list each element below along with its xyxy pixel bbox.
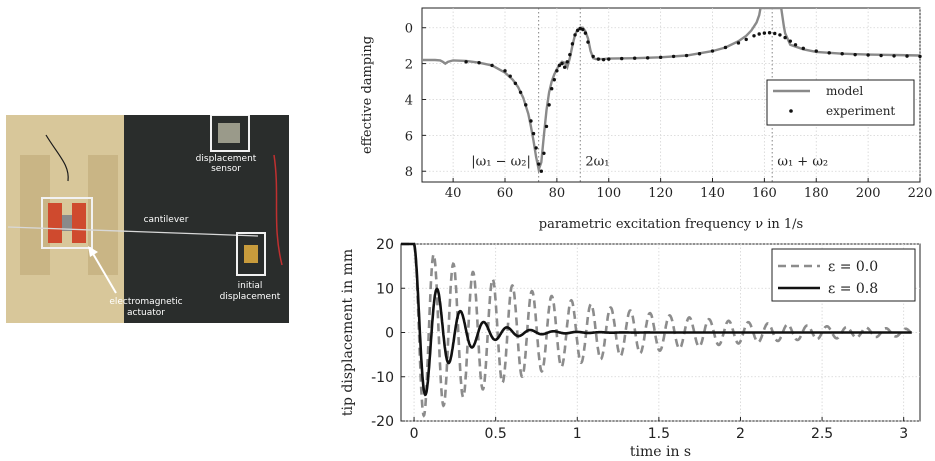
chart1-experiment-point	[542, 152, 545, 155]
label-displacement-sensor-1: displacement	[195, 154, 257, 164]
chart1-y-axis-label: effective damping	[360, 35, 375, 155]
chart1-experiment-point	[802, 47, 805, 50]
chart2-x-tick-label: 0	[409, 426, 419, 442]
chart1-experiment-point	[918, 55, 921, 58]
label-initial-displacement-2: displacement	[219, 292, 281, 302]
chart1-experiment-point	[646, 56, 649, 59]
chart2-legend-eps08-label: ε = 0.8	[828, 281, 879, 297]
chart1-x-tick-label: 80	[548, 186, 566, 201]
chart1-legend-experiment-swatch	[789, 109, 793, 113]
chart1-experiment-point	[514, 82, 517, 85]
chart1-x-tick-label: 100	[596, 186, 622, 201]
chart2-x-tick-label: 3	[899, 426, 909, 442]
chart1-experiment-point	[573, 33, 576, 36]
label-cantilever: cantilever	[143, 215, 189, 225]
chart1-experiment-point	[545, 125, 548, 128]
chart1-x-tick-label: 180	[803, 186, 829, 201]
chart1-experiment-point	[547, 103, 550, 106]
label-actuator-2: actuator	[127, 308, 165, 318]
chart1-annotation-2w1: 2ω₁	[585, 154, 610, 170]
chart1-experiment-point	[778, 33, 781, 36]
chart1-experiment-point	[508, 74, 511, 77]
chart1-experiment-point	[555, 69, 558, 72]
chart1-experiment-point	[532, 132, 535, 135]
chart2-y-tick-label: 20	[376, 237, 394, 253]
chart1-experiment-point	[602, 58, 605, 61]
chart2-x-tick-label: 2	[736, 426, 745, 442]
chart1-experiment-point	[892, 54, 895, 57]
chart1-experiment-point	[529, 119, 532, 122]
chart1-experiment-point	[568, 53, 571, 56]
chart1-experiment-point	[584, 31, 587, 34]
chart1-experiment-point	[550, 87, 553, 90]
chart1-experiment-point	[607, 57, 610, 60]
chart2-y-tick-label: 10	[376, 281, 394, 298]
chart1-experiment-point	[524, 103, 527, 106]
chart1-experiment-point	[737, 41, 740, 44]
chart1-x-tick-label: 120	[648, 186, 674, 201]
chart1-experiment-point	[768, 31, 771, 34]
chart1-experiment-point	[794, 43, 797, 46]
chart1-legend-experiment-label: experiment	[826, 104, 896, 118]
chart1-x-tick-label: 160	[751, 186, 777, 201]
chart1-experiment-point	[597, 57, 600, 60]
chart1-experiment-point	[685, 54, 688, 57]
chart1-experiment-point	[534, 146, 537, 149]
chart1-y-tick-label: 8	[404, 165, 413, 181]
chart2-x-tick-label: 2.5	[810, 426, 834, 442]
chart1-experiment-point	[553, 78, 556, 81]
chart2-x-tick-label: 0.5	[484, 426, 507, 442]
chart1-x-tick-label: 40	[444, 186, 462, 201]
chart1-experiment-point	[464, 60, 467, 63]
label-initial-displacement-1: initial	[237, 281, 263, 291]
chart1-legend-model-label: model	[826, 84, 864, 98]
chart2-x-axis-label: time in s	[629, 444, 692, 460]
chart1-experiment-point	[586, 40, 589, 43]
chart1-x-tick-label: 200	[855, 186, 881, 201]
chart1-x-tick-label: 60	[496, 186, 514, 201]
chart1-experiment-point	[763, 31, 766, 34]
chart1-experiment-point	[853, 53, 856, 56]
chart1-experiment-point	[773, 32, 776, 35]
chart1-y-tick-label: 4	[404, 93, 413, 109]
chart1-experiment-point	[659, 56, 662, 59]
chart1-experiment-point	[633, 57, 636, 60]
chart1-experiment-point	[566, 60, 569, 63]
chart1-experiment-point	[745, 38, 748, 41]
chart1-experiment-point	[571, 42, 574, 45]
chart2-y-tick-label: 0	[385, 325, 394, 342]
chart1-x-tick-label: 140	[700, 186, 725, 201]
chart2-x-tick-label: 1.5	[647, 426, 671, 442]
chart1-experiment-point	[477, 61, 480, 64]
chart2-y-tick-label: -20	[371, 414, 394, 430]
chart1-experiment-point	[591, 55, 594, 58]
chart2-y-tick-label: -10	[371, 369, 394, 386]
chart1-x-tick-label: 220	[907, 186, 933, 201]
chart1-experiment-point	[905, 54, 908, 57]
chart2-legend-eps0-label: ε = 0.0	[828, 259, 879, 275]
label-actuator-1: electromagnetic	[109, 297, 183, 307]
chart1-experiment-point	[752, 34, 755, 37]
chart1-experiment-point	[563, 65, 566, 68]
chart1-experiment-point	[840, 52, 843, 55]
chart1-experiment-point	[783, 36, 786, 39]
chart1-experiment-point	[503, 69, 506, 72]
chart1-experiment-point	[828, 51, 831, 54]
chart1-experiment-point	[724, 46, 727, 49]
chart1-experiment-point	[540, 170, 543, 173]
chart1-x-axis-label: parametric excitation frequency ν in 1/s	[538, 217, 804, 232]
chart2-x-tick-label: 1	[572, 426, 582, 442]
chart1-experiment-point	[879, 54, 882, 57]
chart1-experiment-point	[560, 62, 563, 65]
chart1-experiment-point	[711, 49, 714, 52]
chart1-experiment-point	[581, 28, 584, 31]
chart1-experiment-point	[815, 49, 818, 52]
chart1-experiment-point	[490, 64, 493, 67]
chart1-experiment-point	[672, 55, 675, 58]
chart1-experiment-point	[519, 91, 522, 94]
chart1-annotation-sum: ω₁ + ω₂	[777, 154, 829, 170]
chart1-experiment-point	[537, 162, 540, 165]
chart1-experiment-point	[698, 52, 701, 55]
chart1-experiment-point	[866, 53, 869, 56]
chart2-y-axis-label: tip displacement in mm	[340, 248, 356, 417]
chart1-y-tick-label: 2	[404, 57, 413, 73]
chart1-experiment-point	[789, 39, 792, 42]
chart1-y-tick-label: 0	[404, 21, 413, 37]
label-displacement-sensor-2: sensor	[211, 164, 241, 174]
chart1-experiment-point	[620, 57, 623, 60]
chart1-annotation-diff: |ω₁ − ω₂|	[471, 154, 531, 170]
chart1-y-tick-label: 6	[404, 129, 413, 145]
chart1-experiment-point	[757, 32, 760, 35]
